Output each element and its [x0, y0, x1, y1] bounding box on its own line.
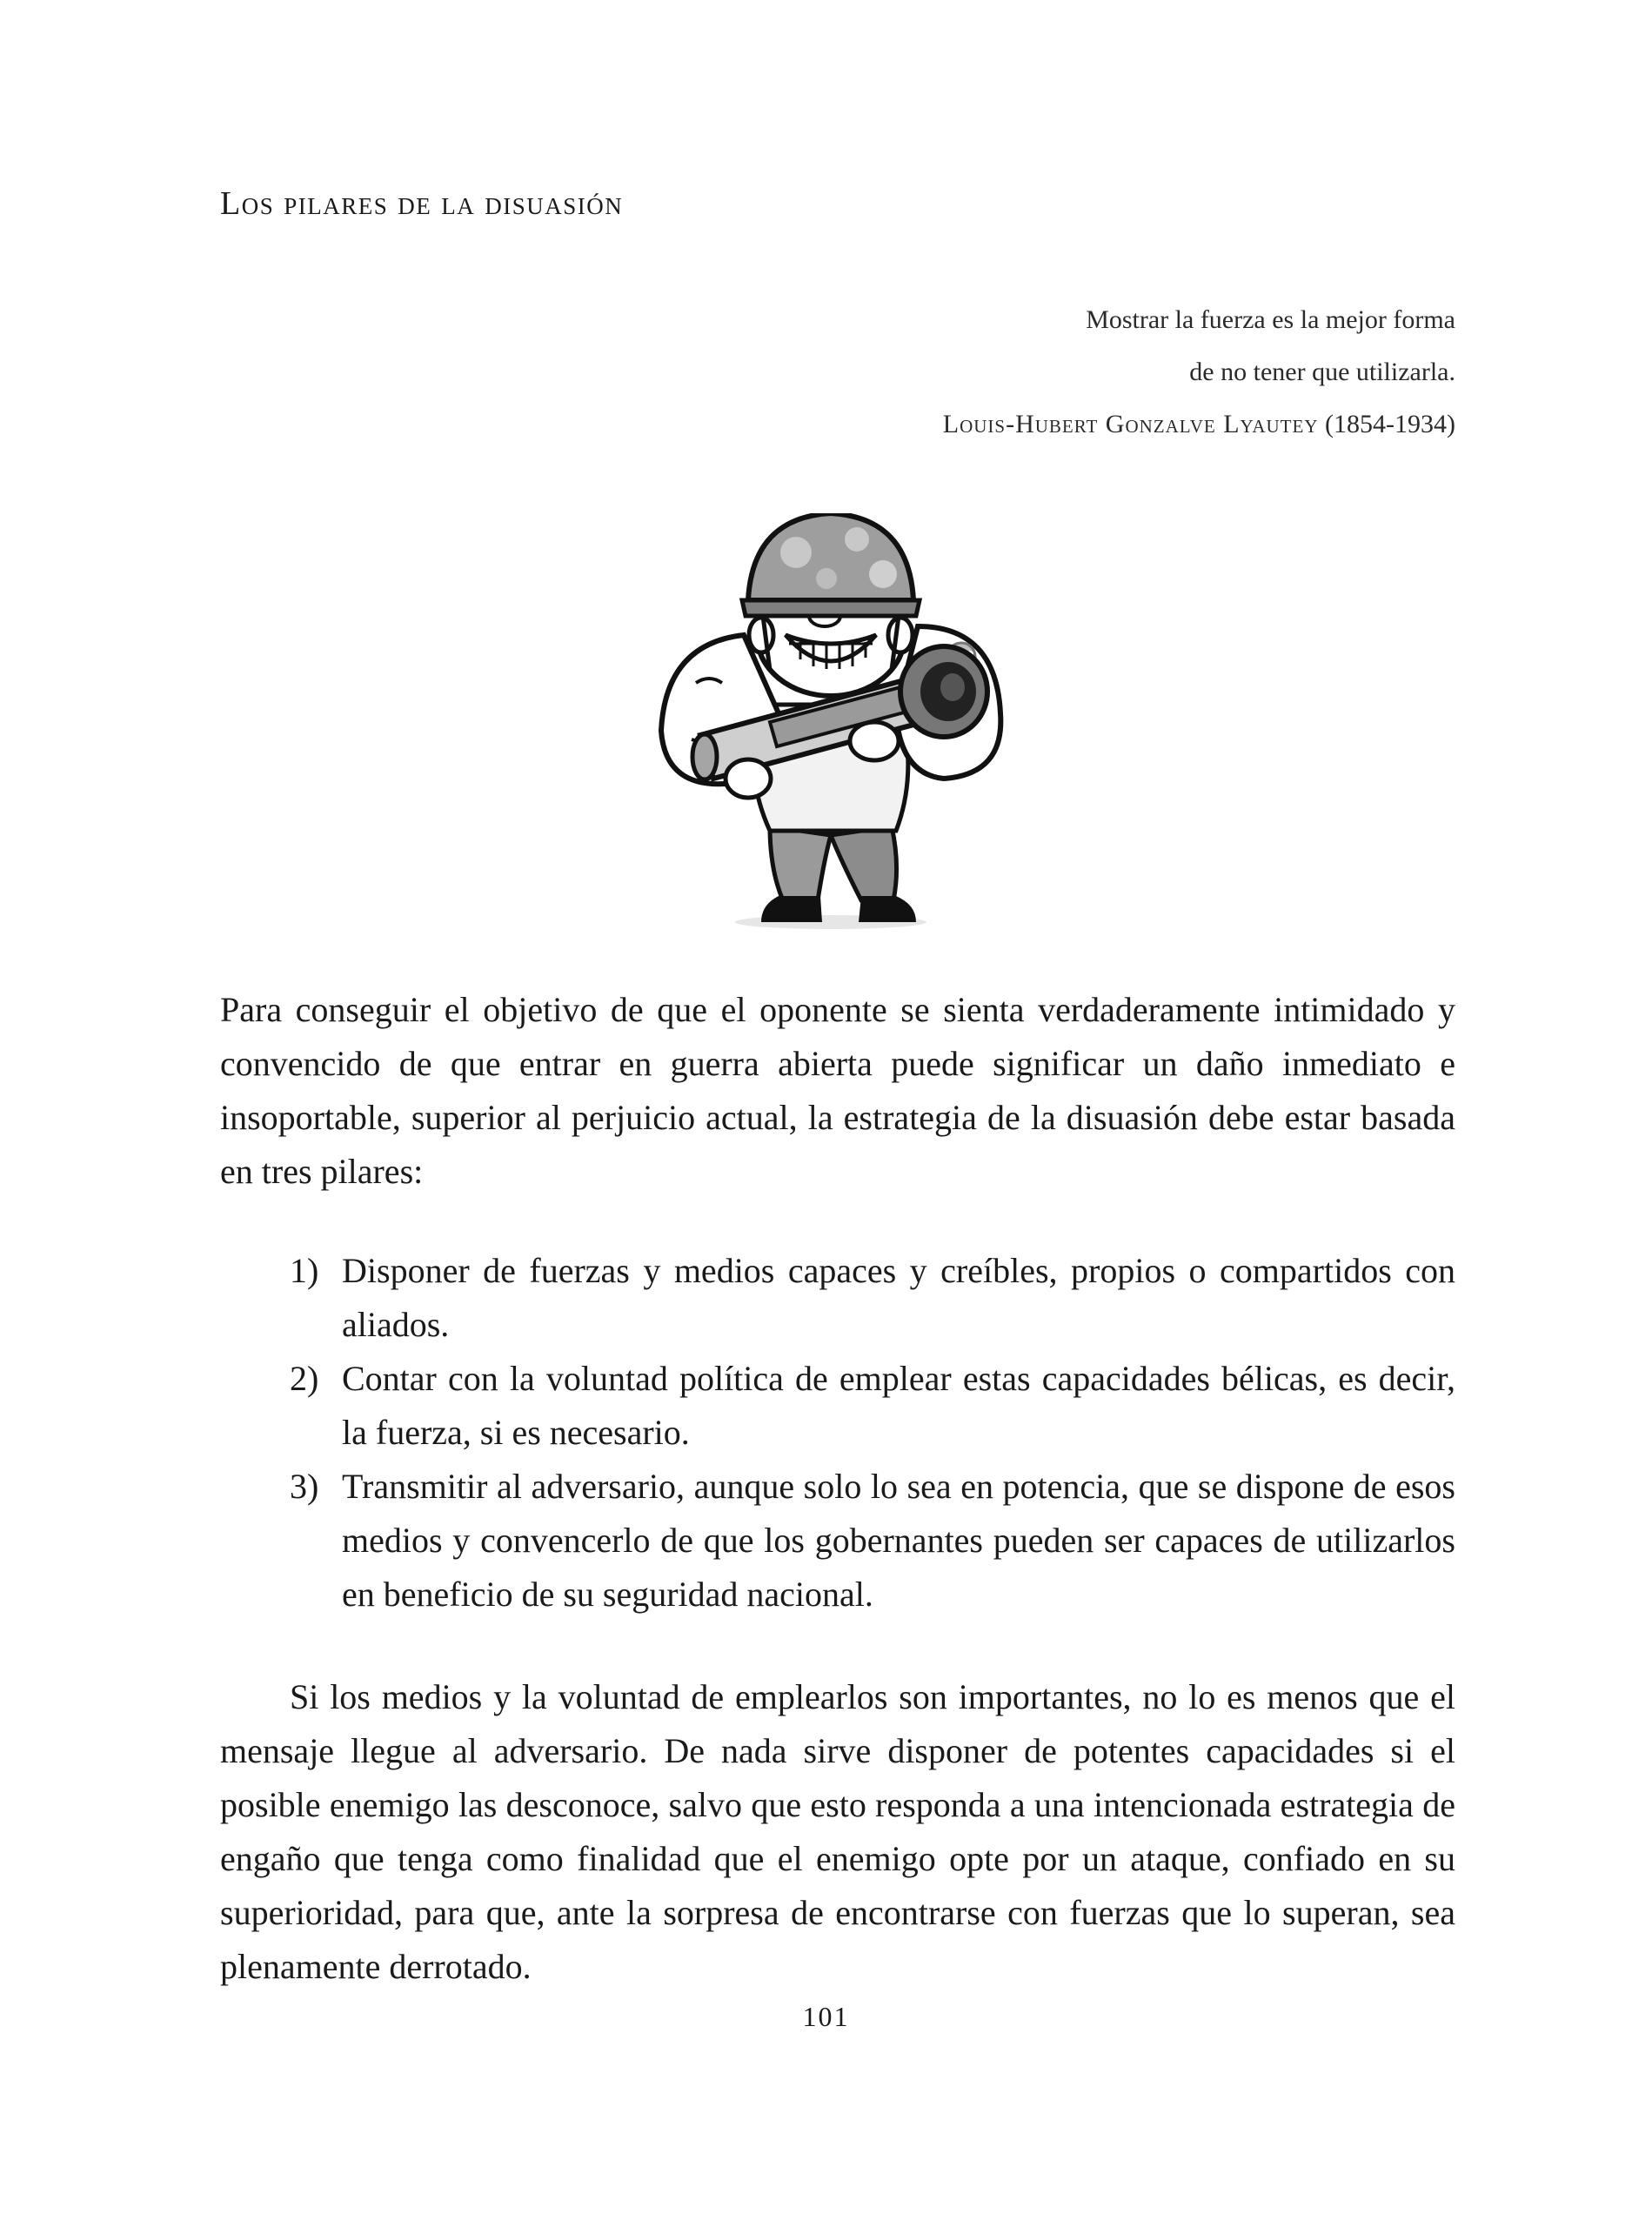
intro-paragraph: Para conseguir el objetivo de que el oponente se sienta verdaderamente intimidado y convencido de que entrar en guerra abierta puede significar un daño inmediato e insoportable, superior al perjuicio actual, la estrategia de la disuasión debe estar basada en tres pilares: [220, 990, 1455, 1191]
list-item [220, 1244, 1455, 1352]
closing-paragraph: Si los medios y la voluntad de emplearlos son importantes, no lo es menos que el mensaje llegue al adversario. De nada sirve disponer de potentes capacidades si el posible enemigo las desconoce, salvo que esto responda a una intencionada estrategia de engaño que tenga como finalidad que el enemigo opte por un ataque, confiado en su superioridad, para que, ante la sorpresa de encontrarse con fuerzas que lo superan, sea plenamente derrotado. [220, 1677, 1455, 1986]
list-item-text: Contar con la voluntad política de emplear estas capacidades bélicas, es decir, la fuerza, si es necesario. [342, 1359, 1455, 1452]
section-title: Los pilares de la disuasión [220, 185, 624, 222]
list-item-text: Transmitir al adversario, aunque solo lo sea en potencia, que se dispone de esos medios y convencerlo de que los gobernantes pueden ser capaces de utilizarlos en beneficio de su seguridad nacional. [342, 1467, 1455, 1614]
pillars-list [220, 1244, 1455, 1622]
list-item [220, 1460, 1455, 1622]
epigraph-author: Louis-Hubert Gonzalve Lyautey [942, 410, 1319, 438]
list-item-number: 3) [290, 1467, 319, 1506]
list-item-number: 1) [290, 1251, 319, 1290]
epigraph-line-1: Mostrar la fuerza es la mejor forma [1086, 305, 1455, 334]
epigraph-years: (1854-1934) [1325, 410, 1455, 438]
epigraph-attribution [943, 398, 1455, 451]
soldier-with-bazooka-illustration [639, 513, 1040, 940]
epigraph [943, 294, 1455, 451]
list-item [220, 1352, 1455, 1460]
page-number: 101 [802, 2001, 850, 2032]
epigraph-line-2: de no tener que utilizarla. [1189, 358, 1455, 386]
list-item-number: 2) [290, 1359, 319, 1398]
list-item-text: Disponer de fuerzas y medios capaces y creíbles, propios o compartidos con aliados. [342, 1251, 1455, 1344]
